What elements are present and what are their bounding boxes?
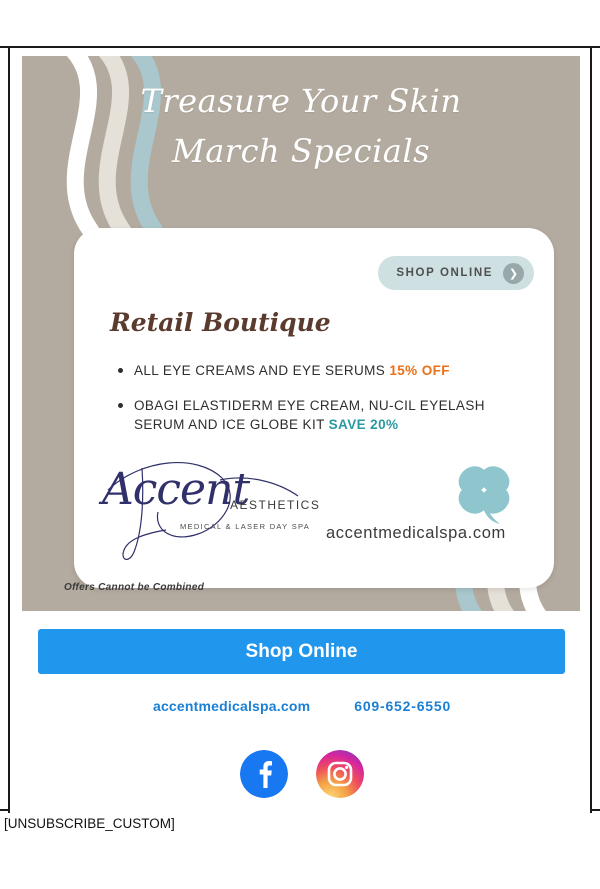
offer-text-2: OBAGI ELASTIDERM EYE CREAM, NU-CIL EYELASH SERUM AND ICE GLOBE KIT xyxy=(134,398,485,432)
offer-text-1: ALL EYE CREAMS AND EYE SERUMS xyxy=(134,363,390,378)
clover-icon xyxy=(446,456,520,530)
phone-link[interactable]: 609-652-6550 xyxy=(354,698,452,714)
logo-tagline: MEDICAL & LASER DAY SPA xyxy=(180,522,311,531)
list-item xyxy=(116,396,516,434)
contact-row xyxy=(10,698,594,714)
brand-logo xyxy=(102,460,322,560)
offers-disclaimer: Offers Cannot be Combined xyxy=(64,582,205,593)
offer-card xyxy=(74,228,554,588)
unsubscribe-text[interactable]: [UNSUBSCRIBE_CUSTOM] xyxy=(4,816,175,831)
list-item xyxy=(116,361,516,380)
shop-online-pill-button[interactable] xyxy=(378,256,534,290)
instagram-icon[interactable] xyxy=(316,750,364,798)
chevron-right-icon: ❯ xyxy=(503,263,524,284)
offer-highlight-2: SAVE 20% xyxy=(328,417,399,432)
hero-title-line1: Treasure Your Skin xyxy=(140,82,462,120)
shop-online-button[interactable]: Shop Online xyxy=(38,629,565,674)
hero-title-line2: March Specials xyxy=(171,132,431,170)
email-frame xyxy=(0,46,600,811)
hero-title xyxy=(22,76,580,176)
email-body xyxy=(8,48,592,813)
logo-wordmark: Accent xyxy=(102,464,250,515)
shop-online-pill-label: SHOP ONLINE xyxy=(396,267,493,279)
card-heading: Retail Boutique xyxy=(110,308,331,337)
facebook-icon[interactable] xyxy=(240,750,288,798)
website-link[interactable]: accentmedicalspa.com xyxy=(152,698,311,714)
offer-list xyxy=(116,361,516,450)
social-row xyxy=(10,750,594,798)
card-website-url: accentmedicalspa.com xyxy=(326,524,506,542)
offer-highlight-1: 15% OFF xyxy=(389,363,450,378)
hero-banner xyxy=(22,56,580,611)
logo-aesthetics-text: AESTHETICS xyxy=(230,498,321,512)
